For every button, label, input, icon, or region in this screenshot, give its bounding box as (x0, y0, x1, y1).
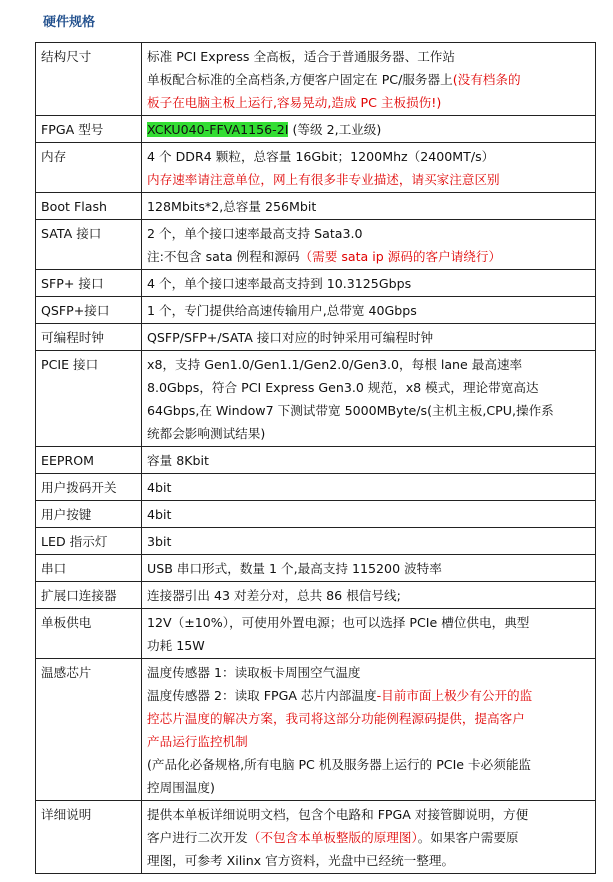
row-label: Boot Flash (36, 193, 142, 220)
value-line (147, 684, 591, 707)
value-line: 标准 PCI Express 全高板，适合于普通服务器、工作站 (147, 49, 455, 64)
table-row (36, 659, 596, 801)
value-line: 12V（±10%），可使用外置电源；也可以选择 PCIe 槽位供电，典型 (147, 615, 530, 630)
table-row (36, 528, 596, 555)
value-line: 功耗 15W (147, 638, 205, 653)
table-row (36, 447, 596, 474)
row-value: 4bit (142, 474, 596, 501)
row-label: 温感芯片 (36, 659, 142, 801)
row-value: 3bit (142, 528, 596, 555)
table-row (36, 116, 596, 143)
row-label: 用户按键 (36, 501, 142, 528)
table-row (36, 555, 596, 582)
row-label: QSFP+接口 (36, 297, 142, 324)
value-line: (产品化必备规格,所有电脑 PC 机及服务器上运行的 PCIe 卡必须能监 (147, 757, 532, 772)
value-line (147, 68, 591, 91)
value-line: 控周围温度) (147, 780, 215, 795)
value-line: 统都会影响测试结果) (147, 426, 266, 441)
row-value (142, 351, 596, 447)
row-value: 容量 8Kbit (142, 447, 596, 474)
warning-text: 内存速率请注意单位，网上有很多非专业描述，请买家注意区别 (147, 172, 500, 187)
value-text: 单板配合标准的全高档条,方便客户固定在 PC/服务器上 (147, 72, 453, 87)
row-value (142, 143, 596, 193)
row-value: QSFP/SFP+/SATA 接口对应的时钟采用可编程时钟 (142, 324, 596, 351)
warning-text: 产品运行监控机制 (147, 734, 248, 749)
row-value (142, 43, 596, 116)
value-line (147, 826, 591, 849)
fpga-model-highlight: XCKU040-FFVA1156-2I (147, 122, 289, 137)
table-row (36, 297, 596, 324)
value-text: 客户进行二次开发 (147, 830, 248, 845)
row-value (142, 116, 596, 143)
warning-text: 控芯片温度的解决方案，我司将这部分功能例程源码提供，提高客户 (147, 711, 525, 726)
row-label: 结构尺寸 (36, 43, 142, 116)
warning-text: （需要 sata ip 源码的客户请绕行） (299, 249, 502, 264)
row-label: 串口 (36, 555, 142, 582)
row-value: 128Mbits*2,总容量 256Mbit (142, 193, 596, 220)
table-row (36, 220, 596, 270)
row-value: 1 个，专门提供给高速传输用户,总带宽 40Gbps (142, 297, 596, 324)
value-line: 64Gbps,在 Window7 下测试带宽 5000MByte/s(主机主板,CPU,操作系 (147, 403, 554, 418)
row-value: USB 串口形式，数量 1 个,最高支持 115200 波特率 (142, 555, 596, 582)
row-label: 详细说明 (36, 801, 142, 874)
value-text: 注:不包含 sata 例程和源码 (147, 249, 300, 264)
warning-text: -目前市面上极少有公开的监 (376, 688, 533, 703)
row-value: 连接器引出 43 对差分对，总共 86 根信号线; (142, 582, 596, 609)
value-text: (等级 2,工业级) (288, 122, 382, 137)
row-value: 4 个，单个接口速率最高支持到 10.3125Gbps (142, 270, 596, 297)
row-value: 4bit (142, 501, 596, 528)
value-line (147, 245, 591, 268)
warning-text: （不包含本单板整版的原理图） (247, 830, 418, 845)
row-label: 单板供电 (36, 609, 142, 659)
table-row (36, 324, 596, 351)
row-value (142, 801, 596, 874)
warning-text: (没有档条的 (452, 72, 521, 87)
warning-text: 板子在电脑主板上运行,容易晃动,造成 PC 主板损伤!) (147, 95, 442, 110)
value-text: 温度传感器 2：读取 FPGA 芯片内部温度 (147, 688, 377, 703)
table-row (36, 801, 596, 874)
row-label: 扩展口连接器 (36, 582, 142, 609)
row-label: EEPROM (36, 447, 142, 474)
value-line: 2 个，单个接口速率最高支持 Sata3.0 (147, 226, 363, 241)
row-value (142, 220, 596, 270)
value-line: 温度传感器 1：读取板卡周围空气温度 (147, 665, 361, 680)
table-row (36, 582, 596, 609)
row-label: 用户拨码开关 (36, 474, 142, 501)
row-label: PCIE 接口 (36, 351, 142, 447)
value-line: x8，支持 Gen1.0/Gen1.1/Gen2.0/Gen3.0，每根 lane 最高速率 (147, 357, 523, 372)
row-label: 可编程时钟 (36, 324, 142, 351)
table-row (36, 143, 596, 193)
row-value (142, 609, 596, 659)
table-row (36, 43, 596, 116)
value-line: 提供本单板详细说明文档，包含个电路和 FPGA 对接管脚说明，方便 (147, 807, 529, 822)
table-row (36, 351, 596, 447)
section-heading: 硬件规格 (43, 15, 96, 30)
row-label: 内存 (36, 143, 142, 193)
row-value (142, 659, 596, 801)
row-label: SATA 接口 (36, 220, 142, 270)
table-row (36, 609, 596, 659)
value-text: 。如果客户需要原 (417, 830, 519, 845)
value-line: 理图，可参考 Xilinx 官方资料，光盘中已经统一整理。 (147, 853, 455, 868)
table-row (36, 193, 596, 220)
row-label: LED 指示灯 (36, 528, 142, 555)
table-row (36, 270, 596, 297)
value-line: 8.0Gbps，符合 PCI Express Gen3.0 规范，x8 模式，理论带宽高达 (147, 380, 539, 395)
table-row (36, 501, 596, 528)
row-label: FPGA 型号 (36, 116, 142, 143)
table-row (36, 474, 596, 501)
value-line: 4 个 DDR4 颗粒，总容量 16Gbit；1200Mhz（2400MT/s） (147, 149, 495, 164)
row-label: SFP+ 接口 (36, 270, 142, 297)
spec-table (35, 42, 596, 874)
